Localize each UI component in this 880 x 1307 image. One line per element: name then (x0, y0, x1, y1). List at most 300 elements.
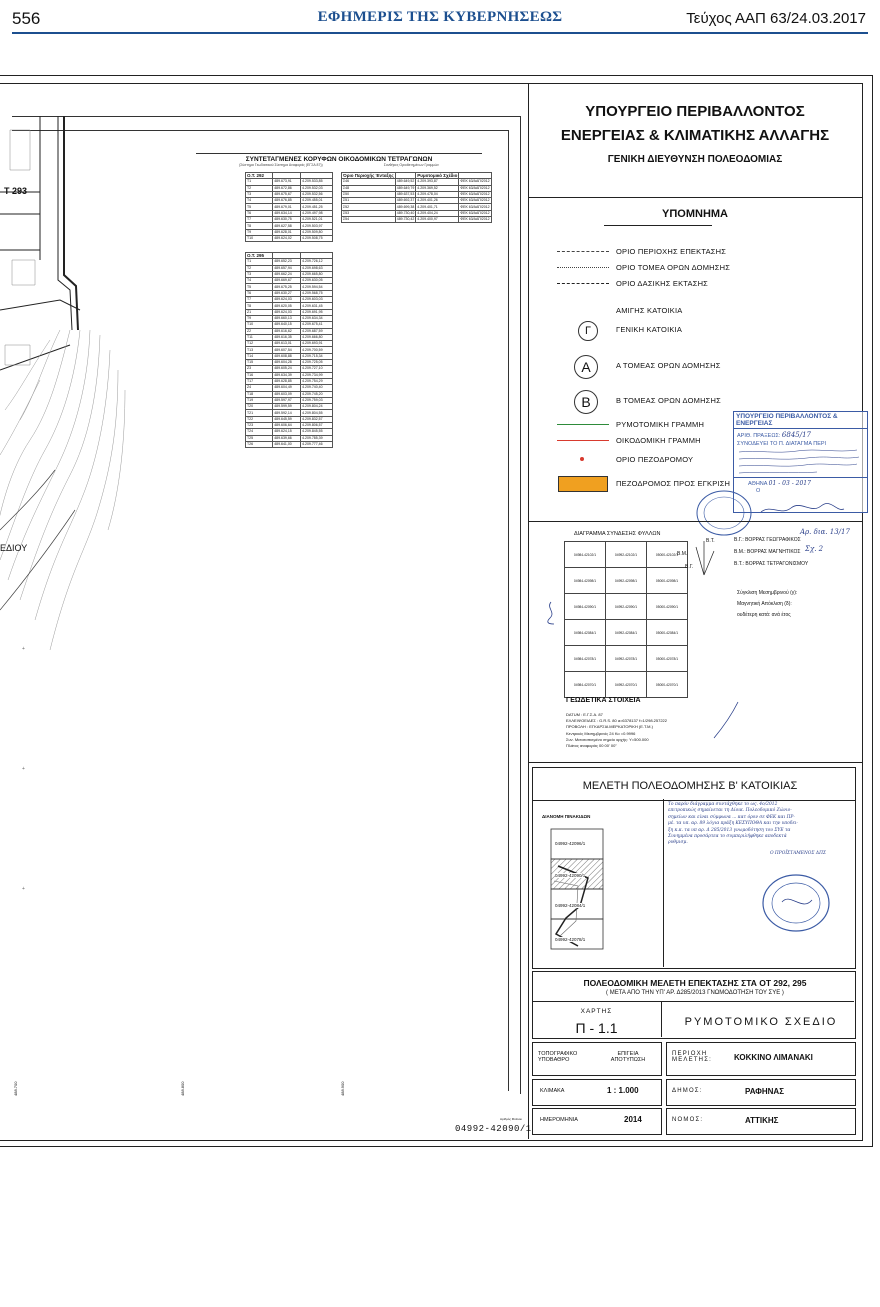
area-label: ΠΕΡΙΟΧΗ ΜΕΛΕΤΗΣ: (672, 1051, 712, 1063)
legend-label: Β ΤΟΜΕΑΣ ΟΡΩΝ ΔΟΜΗΣΗΣ (616, 396, 721, 405)
map-name: ΡΥΜΟΤΟΜΙΚΟ ΣΧΕΔΙΟ (684, 1016, 838, 1028)
sheet-number: 04992-42090/1 (455, 1124, 532, 1134)
table-cell: 489.679,01 (273, 204, 301, 210)
zone-boundary-symbol (557, 267, 609, 268)
table-cell: 489.624,03 (273, 297, 301, 303)
table-cell: 489.597,97 (273, 397, 301, 403)
table-row (246, 441, 333, 447)
grid-sheet-cell: 04992-42090/1 (606, 594, 647, 620)
table-cell: 4.209.734,99 (301, 372, 333, 378)
geodetic-line: ΕΛΛΕΙΨΟΕΙΔΕΣ : G.R.S. 80 a=6378137 f=1/298.257222 (566, 718, 668, 723)
table-cell: 4.209.666,80 (301, 334, 333, 340)
table-cell: Τ21 (246, 410, 273, 416)
stamp-date: 01 - 03 - 2017 (768, 480, 811, 487)
table-cell: 489.628,01 (273, 229, 301, 235)
geodetic-line: DATUM : Ε.Γ.Σ.Α. 87 (566, 712, 603, 717)
sheet-connection-grid (564, 541, 688, 698)
table-cell: Τ5 (246, 284, 273, 290)
note-line: σημείων και είναι σύμφωνα ... κατ όρον σε ΦΕΚ και ΠΡ- (668, 814, 795, 820)
table-cell: 489.649,79 (396, 185, 415, 190)
table-cell: 4.209.630,05 (301, 278, 333, 284)
table-cell: 489.657,94 (273, 265, 301, 271)
extension-boundary-symbol (557, 251, 609, 252)
stamp-city: ΑΘΗΝΑ (748, 481, 768, 487)
table-cell: Ζ3 (246, 366, 273, 372)
north-geographic-label: Β.Γ. (685, 564, 694, 570)
coords-subtitle-right: Συνθήκες Οριοθετημένων Γραμμών (383, 163, 439, 167)
map-code: Π - 1.1 (575, 1020, 618, 1036)
table-cell: 4.209.804,24 (301, 404, 333, 410)
north-text: Β.Μ.: ΒΟΡΡΑΣ ΜΑΓΝΗΤΙΚΟΣ (734, 549, 801, 555)
table-cell: 4.209.594,54 (301, 284, 333, 290)
area-value: ΚΟΚΚΙΝΟ ΛΙΜΑΝΑΚΙ (734, 1053, 813, 1062)
legend-label: ΡΥΜΟΤΟΜΙΚΗ ΓΡΑΜΜΗ (616, 420, 705, 429)
table-cell: 489.730,42 (396, 217, 415, 222)
grid-row (565, 646, 688, 672)
table-cell: 489.675,67 (273, 191, 301, 197)
table-cell: 4.209.727,10 (301, 366, 333, 372)
table-cell: 4.209.806,57 (301, 423, 333, 429)
table-cell: 4.209.700,59 (301, 347, 333, 353)
grid-mark: + (22, 646, 25, 652)
table-cell: 4.209.745,20 (301, 391, 333, 397)
legend-title-underline (604, 225, 712, 226)
sidewalk-boundary-symbol (580, 457, 584, 461)
street-label: ΕΔΙΟΥ (0, 543, 28, 553)
date-label: ΗΜΕΡΟΜΗΝΙΑ (540, 1117, 578, 1123)
table-cell: Τ6 (246, 290, 273, 296)
distribution-title: ΔΙΑΝΟΜΗ ΠΙΝΑΚΙΔΩΝ (542, 814, 591, 819)
table-cell: Σ51 (342, 198, 396, 204)
table-cell: 489.607,54 (273, 347, 301, 353)
table-cell: Τ12 (246, 341, 273, 347)
grid-sheet-cell: 04984-42084/1 (565, 620, 606, 646)
grid-sheet-cell: 05000-42078/1 (647, 646, 688, 672)
table-cell: Σ46 (342, 179, 396, 185)
legend-label: Α ΤΟΜΕΑΣ ΟΡΩΝ ΔΟΜΗΣΗΣ (616, 361, 721, 370)
table-cell: 489.613,01 (273, 341, 301, 347)
table-cell: Σ50 (342, 191, 396, 197)
general-housing-symbol: Γ (578, 321, 598, 341)
ot295-table (245, 252, 333, 448)
north-text: Β.Τ.: ΒΟΡΡΑΣ ΤΕΤΡΑΓΩΝΙΣΜΟΥ (734, 561, 809, 567)
boundary-table (341, 172, 492, 223)
table-cell: 489.676,85 (273, 198, 301, 204)
panel-rule (529, 762, 862, 763)
table-cell: 4.209.804,55 (301, 410, 333, 416)
table-cell: Τ16 (246, 372, 273, 378)
coords-subtitle-left: (Σύστημα Γεωδαιτικού Σύστημα Αναφοράς (ΕΓΣΑ 87)) (239, 163, 323, 167)
table-cell: 4.209.509,80 (301, 229, 333, 235)
table-cell: Τ19 (246, 397, 273, 403)
table-cell: 489.660,13 (273, 315, 301, 321)
ministry-line2: ΕΝΕΡΓΕΙΑΣ & ΚΛΙΜΑΤΙΚΗΣ ΑΛΛΑΓΗΣ (560, 127, 830, 144)
coords-table-title: ΣΥΝΤΕΤΑΓΜΕΝΕΣ ΚΟΡΥΦΩΝ ΟΙΚΟΔΟΜΙΚΩΝ ΤΕΤΡΑΓΩΝΩΝ (196, 153, 482, 163)
study-divider (663, 799, 664, 967)
gazette-title: ΕΦΗΜΕΡΙΣ ΤΗΣ ΚΥΒΕΡΝΗΣΕΩΣ (317, 9, 563, 25)
page-number: 556 (12, 9, 41, 28)
municipality-label: ΔΗΜΟΣ: (672, 1088, 703, 1094)
map-label: ΧΑΡΤΗΣ (580, 1008, 613, 1015)
grid-sheet-cell: 04984-42078/1 (565, 646, 606, 672)
table-row (342, 217, 492, 223)
grid-mark: + (22, 766, 25, 772)
grid-sheet-cell: 04992-42084/1 (606, 620, 647, 646)
table-cell: 4.209.845,55 (301, 429, 333, 435)
north-text: Β.Γ.: ΒΟΡΡΑΣ ΓΕΩΓΡΑΦΙΚΟΣ (734, 537, 801, 543)
grid-sheet-cell: 04984-42102/1 (565, 542, 606, 568)
table-cell: Τ2 (246, 265, 273, 271)
table-cell: Τ14 (246, 353, 273, 359)
legend-label: ΟΙΚΟΔΟΜΙΚΗ ΓΡΑΜΜΗ (616, 436, 701, 445)
prefecture-value: ΑΤΤΙΚΗΣ (745, 1116, 779, 1125)
note-line: ξη κ.κ. τα υπ αρ. Δ 285/2013 γνωμοδότηση του ΣΥΕ τα (668, 827, 791, 833)
table-cell: 489.620,05 (273, 303, 301, 309)
table-cell: Τ10 (246, 235, 273, 241)
topo-label: ΤΟΠΟΓΡΑΦΙΚΟ ΥΠΟΒΑΘΡΟ (538, 1051, 578, 1063)
round-seal-1 (694, 488, 754, 538)
zone-a-symbol: Α (574, 355, 598, 379)
grid-sheet-cell: 04984-42090/1 (565, 594, 606, 620)
table-cell: Ζ1 (246, 309, 273, 315)
table-cell: 4.209.508,75 (301, 235, 333, 241)
legend-label: ΟΡΙΟ ΠΕΖΟΔΡΟΜΟΥ (616, 455, 694, 464)
table-cell: 489.628,85 (273, 378, 301, 384)
table-cell: 489.599,59 (273, 404, 301, 410)
table-cell: Τ8 (246, 223, 273, 229)
grid-row (565, 542, 688, 568)
table-cell: Τ7 (246, 217, 273, 223)
table-cell: 489.624,03 (273, 309, 301, 315)
table-cell: 4.209.687,59 (301, 328, 333, 334)
prefecture-label: ΝΟΜΟΣ: (672, 1117, 704, 1123)
legend-label: ΑΜΙΓΗΣ ΚΑΤΟΙΚΙΑ (616, 306, 683, 315)
distribution-sheet: 04992-42096/1 (555, 841, 586, 846)
table-header-cell: Ο.Τ. 295 (246, 253, 273, 259)
panel-divider (528, 83, 529, 1139)
table-cell: 489.640,15 (273, 322, 301, 328)
table-cell: Τ24 (246, 429, 273, 435)
table-cell: Τ5 (246, 204, 273, 210)
stamp-act-number: 6845/17 (781, 431, 812, 439)
handwritten-stroke (712, 700, 742, 740)
handwritten-date: Αρ. δια. 13/17 (800, 528, 850, 536)
table-cell: 489.627,58 (273, 223, 301, 229)
grid-sheet-cell: 05000-42098/1 (647, 568, 688, 594)
table-cell: 4.209.715,34 (301, 353, 333, 359)
table-cell: 4.209.393,87 (416, 179, 459, 185)
table-cell: Τ7 (246, 297, 273, 303)
grid-sheet-cell: 04992-42098/1 (606, 568, 647, 594)
scale-label: ΚΛΙΜΑΚΑ (540, 1088, 565, 1094)
table-cell: 489.616,62 (273, 328, 301, 334)
table-cell: 4.209.369,52 (416, 185, 459, 191)
topo-value: ΕΠΙΓΕΙΑ ΑΠΟΤΥΠΩΣΗ (610, 1051, 646, 1063)
geodetic-title: ΓΕΩΔΕΤΙΚΑ ΣΤΟΙΧΕΙΑ (566, 697, 641, 704)
table-cell: 4.209.698,63 (301, 265, 333, 271)
table-cell: 489.616,35 (273, 334, 301, 340)
grid-row (565, 672, 688, 698)
table-cell: 4.209.532,03 (301, 185, 333, 191)
table-cell: ΦΕΚ 63/ΑΑΠ/2012 (460, 198, 490, 203)
table-cell: 4.209.503,97 (301, 223, 333, 229)
pedestrian-way-symbol (558, 476, 608, 492)
table-cell: Τ22 (246, 416, 273, 422)
table-cell: 4.209.785,39 (301, 435, 333, 441)
table-cell: 489.662,24 (273, 271, 301, 277)
coords-table-subtitle (196, 163, 482, 167)
grid-sheet-cell: 04992-42078/1 (606, 646, 647, 672)
table-cell: Τ6 (246, 210, 273, 216)
table-cell: Τ23 (246, 423, 273, 429)
grid-sheet-cell: 05000-42090/1 (647, 594, 688, 620)
north-arrow (684, 537, 724, 577)
legend-label: ΓΕΝΙΚΗ ΚΑΤΟΙΚΙΑ (616, 325, 683, 334)
table-cell: 489.649,52 (396, 179, 415, 184)
legend-label: ΠΕΖΟΔΡΟΜΟΣ ΠΡΟΣ ΕΓΚΡΙΣΗ (616, 479, 731, 488)
table-cell: 4.209.675,41 (301, 322, 333, 328)
table-cell: 489.672,86 (273, 185, 301, 191)
table-cell: 489.630,27 (273, 290, 301, 296)
table-header-cell: Όριο Περιοχής Ένταξης (343, 173, 394, 179)
table-cell: Τ26 (246, 441, 273, 447)
municipality-value: ΡΑΦΗΝΑΣ (745, 1087, 785, 1096)
table-cell: 489.699,38 (396, 204, 415, 209)
north-grid-label: Β.Τ. (706, 538, 715, 544)
directorate: ΓΕΝΙΚΗ ΔΙΕΥΘΥΝΣΗ ΠΟΛΕΟΔΟΜΙΑΣ (607, 154, 783, 165)
table-row (246, 235, 333, 241)
geodetic-line: ΠΡΟΒΟΛΗ : ΕΓΚΑΡΣΙΑ ΜΕΡΚΑΤΟΡΙΚΗ (Ε.Τ.Μ.) (566, 724, 653, 729)
table-cell: ΦΕΚ 63/ΑΑΠ/2012 (460, 204, 490, 209)
parcel-boundary-thick (64, 116, 78, 330)
distribution-sheet: 04992-42078/1 (555, 937, 586, 942)
block-label-293: Τ 293 (4, 186, 28, 196)
table-cell: 489.608,88 (273, 353, 301, 359)
grid-mark: + (22, 886, 25, 892)
table-cell: 4.209.401,26 (416, 198, 459, 204)
table-cell: ΦΕΚ 63/ΑΑΠ/2012 (460, 217, 490, 222)
grid-sheet-cell: 05000-42084/1 (647, 620, 688, 646)
note-line: Ο ΠΡΟΪΣΤΑΜΕΝΟΣ ΔΠΣ (769, 850, 826, 856)
table-cell: ΦΕΚ 63/ΑΑΠ/2012 (460, 185, 490, 190)
table-cell: Τ10 (246, 322, 273, 328)
table-cell: Τ15 (246, 360, 273, 366)
legend-title: ΥΠΟΜΝΗΜΑ (662, 208, 728, 220)
study-note (668, 802, 826, 857)
table-cell: Τ4 (246, 278, 273, 284)
table-cell: 4.209.521,01 (301, 217, 333, 223)
table-cell: Σ54 (342, 217, 396, 223)
stamp-act-label: ΑΡΙΘ. ΠΡΑΞΕΩΣ: (737, 433, 781, 439)
stamp-title: ΥΠΟΥΡΓΕΙΟ ΠΕΡΙΒΑΛΛΟΝΤΟΣ & ΕΝΕΡΓΕΙΑΣ (734, 412, 867, 429)
handwritten-mark (544, 600, 558, 626)
table-cell: 4.209.455,01 (301, 198, 333, 204)
table-header-cell: Ρυμοτομικό Σχέδιο (417, 173, 458, 179)
grid-sheet-cell: 04984-42070/1 (565, 672, 606, 698)
note-line: Το παρόν διάγραμμα συντάχθηκε το ως. 4ο/2012 (668, 802, 778, 807)
table-cell: 489.592,14 (273, 410, 301, 416)
parcel-line (0, 345, 70, 370)
table-cell: 4.209.726,12 (301, 259, 333, 265)
table-cell: 489.639,66 (273, 435, 301, 441)
table-cell: Τ1 (246, 179, 273, 185)
table-cell: 4.209.634,34 (301, 315, 333, 321)
table-cell: Τ20 (246, 404, 273, 410)
table-cell: 489.645,59 (273, 416, 301, 422)
table-cell: Ζ2 (246, 328, 273, 334)
table-cell: 489.634,39 (273, 372, 301, 378)
diagram-title: ΔΙΑΓΡΑΜΜΑ ΣΥΝΔΕΣΗΣ ΦΥΛΛΩΝ (574, 531, 661, 537)
plan-subtitle: ( ΜΕΤΑ ΑΠΟ ΤΗΝ ΥΠ' ΑΡ. Δ285/2013 ΓΝΩΜΟΔΟΤΗΣΗ ΤΟΥ ΣΥΕ ) (606, 990, 784, 996)
legend-label: ΟΡΙΟ ΤΟΜΕΑ ΟΡΩΝ ΔΟΜΗΣΗΣ (616, 263, 731, 272)
table-cell: 489.624,02 (273, 235, 301, 241)
table-cell: Τ3 (246, 191, 273, 197)
stamp-handwriting (734, 447, 867, 478)
table-cell: 489.605,24 (273, 366, 301, 372)
note-line: Συνημμένα προσάρτεα το συμπεριλήφθηκε αποδεκτά (668, 834, 787, 840)
table-cell: Τ9 (246, 229, 273, 235)
plan-divider (661, 1001, 662, 1037)
grid-row (565, 594, 688, 620)
table-header-cell: Ο.Τ. 292 (246, 173, 273, 179)
table-cell: Σ52 (342, 204, 396, 210)
panel-rule (529, 521, 862, 522)
grid-sheet-cell: 05000-42102/1 (647, 542, 688, 568)
table-cell: 4.209.754,29 (301, 378, 333, 384)
signature-1 (756, 500, 846, 520)
sheet-number-label: Αριθμός Φύλλου (500, 1117, 523, 1121)
date-value: 2014 (624, 1115, 642, 1124)
table-cell: 4.209.533,85 (301, 179, 333, 185)
road-edge (0, 470, 55, 530)
table-cell: Τ9 (246, 315, 273, 321)
table-cell: 489.669,67 (273, 278, 301, 284)
declination-line: Μαγνητική Απόκλιση (δ): (737, 601, 792, 607)
table-cell: Τ8 (246, 303, 273, 309)
table-cell: 4.209.631,45 (301, 303, 333, 309)
note-line: μέ. τα υπ. αρ. 89 λόγια πράξη ΚΕΣΥΠΟΘΑ και την υποδει- (668, 821, 799, 827)
table-cell: 4.209.451,25 (301, 204, 333, 210)
issue-label: Τεύχος ΑΑΠ 63/24.03.2017 (686, 10, 866, 27)
table-cell: Τ2 (246, 185, 273, 191)
study-title: ΜΕΛΕΤΗ ΠΟΛΕΟΔΟΜΗΣΗΣ Β' ΚΑΤΟΙΚΙΑΣ (582, 780, 798, 792)
table-cell: 4.209.693,91 (301, 341, 333, 347)
table-cell: 4.209.401,71 (416, 204, 459, 210)
round-seal-2 (760, 872, 832, 934)
legend-label: ΟΡΙΟ ΠΕΡΙΟΧΗΣ ΕΠΕΚΤΑΣΗΣ (616, 247, 727, 256)
table-cell: 4.209.832,57 (301, 416, 333, 422)
table-cell: Τ3 (246, 271, 273, 277)
road-edge (0, 510, 75, 610)
geodetic-line: Κεντρικός Μεσημβρινός 24 Κο =0.9996 (566, 731, 636, 736)
table-cell: 4.209.603,03 (301, 297, 333, 303)
table-cell: 4.209.725,05 (301, 360, 333, 366)
table-cell: 489.604,49 (273, 385, 301, 391)
stamp-signatory: Ο (756, 488, 761, 494)
table-cell: 489.673,91 (273, 179, 301, 185)
table-cell: 489.652,23 (273, 259, 301, 265)
grid-row (565, 568, 688, 594)
table-cell: 489.630,75 (273, 217, 301, 223)
building-line-green-symbol (557, 424, 609, 425)
stamp-decree-label: ΣΥΝΟΔΕΥΕΙ ΤΟ Π. ΔΙΑΤΑΓΜΑ ΠΕΡΙ (737, 441, 827, 447)
building-line-red-symbol (557, 440, 609, 441)
contour-lines (0, 330, 125, 650)
table-cell: Ζ4 (246, 385, 273, 391)
header-rule (12, 32, 868, 34)
table-cell: 489.624,15 (273, 429, 301, 435)
table-cell: Τ25 (246, 435, 273, 441)
zone-b-symbol: Β (574, 390, 598, 414)
handwritten-note: Σχ. 2 (805, 545, 824, 553)
table-cell: 4.209.497,98 (301, 210, 333, 216)
note-line: επιτροπικώς σημαίνεται τη Δίοικ. Πολεοδομικό Ζώνιο- (668, 808, 792, 814)
grid-sheet-cell: 04992-42070/1 (606, 672, 647, 698)
table-cell: 489.675,25 (273, 284, 301, 290)
grid-sheet-cell: 05000-42070/1 (647, 672, 688, 698)
table-cell: Σ53 (342, 210, 396, 216)
table-cell: 4.209.404,24 (416, 210, 459, 216)
table-cell: Τ13 (246, 347, 273, 353)
table-cell: 489.634,14 (273, 210, 301, 216)
table-cell: 4.209.665,80 (301, 271, 333, 277)
scale-value: 1 : 1.000 (607, 1086, 639, 1095)
table-cell: 4.209.759,03 (301, 397, 333, 403)
table-cell: 4.209.740,40 (301, 385, 333, 391)
grid-sheet-cell: 04984-42098/1 (565, 568, 606, 594)
table-cell: 489.730,40 (396, 210, 415, 215)
ot292-table (245, 172, 333, 242)
distribution-sheet: 04992-42090/1 (555, 873, 586, 878)
geodetic-line: Συν. Μετατοπισμένο σημείο αρχής: Y=500.000 (566, 737, 649, 742)
table-cell: 4.209.691,95 (301, 309, 333, 315)
declination-line: Σύγκλιση Μεσημβρινού (γ): (737, 590, 798, 596)
plan-rule (532, 1001, 854, 1002)
table-cell: ΦΕΚ 63/ΑΑΠ/2012 (460, 210, 490, 215)
table-cell: Τ1 (246, 259, 273, 265)
table-cell: ΦΕΚ 63/ΑΑΠ/2012 (460, 179, 490, 184)
grid-row (565, 620, 688, 646)
table-cell: Τ11 (246, 334, 273, 340)
table-cell: 489.606,64 (273, 423, 301, 429)
table-cell: Τ18 (246, 391, 273, 397)
table-cell: Τ4 (246, 198, 273, 204)
grid-sheet-cell: 04992-42102/1 (606, 542, 647, 568)
map-drawing (0, 110, 230, 1010)
note-line: ρυθμισμ. (668, 840, 688, 846)
distribution-sheet: 04992-42084/1 (555, 903, 586, 908)
table-cell: 489.692,37 (396, 198, 415, 203)
x-coord-2: 488.800 (180, 1081, 185, 1096)
legend-label: ΟΡΙΟ ΔΑΣΙΚΗΣ ΕΚΤΑΣΗΣ (616, 279, 709, 288)
ministry-line1: ΥΠΟΥΡΓΕΙΟ ΠΕΡΙΒΑΛΛΟΝΤΟΣ (585, 103, 805, 120)
table-cell: 4.209.478,04 (416, 191, 459, 197)
table-cell: Σ48 (342, 185, 396, 191)
panel-rule (529, 197, 862, 198)
table-cell: 4.209.532,56 (301, 191, 333, 197)
forest-boundary-symbol (557, 283, 609, 284)
declination-line: ουδέτερη κατά: ανά έτος (737, 612, 791, 618)
table-cell: 489.637,53 (396, 192, 415, 197)
table-cell: ΦΕΚ 63/ΑΑΠ/2012 (460, 192, 490, 197)
table-cell: 489.641,00 (273, 441, 301, 447)
north-magnetic-label: Β.Μ. (677, 551, 688, 557)
table-cell: 4.209.568,75 (301, 290, 333, 296)
table-cell: 489.604,28 (273, 360, 301, 366)
table-cell: Τ17 (246, 378, 273, 384)
geodetic-line: Πλάτος αναφοράς 00 00' 00" (566, 743, 617, 748)
plan-title: ΠΟΛΕΟΔΟΜΙΚΗ ΜΕΛΕΤΗ ΕΠΕΚΤΑΣΗΣ ΣΤΑ ΟΤ 292, 295 (583, 978, 807, 988)
